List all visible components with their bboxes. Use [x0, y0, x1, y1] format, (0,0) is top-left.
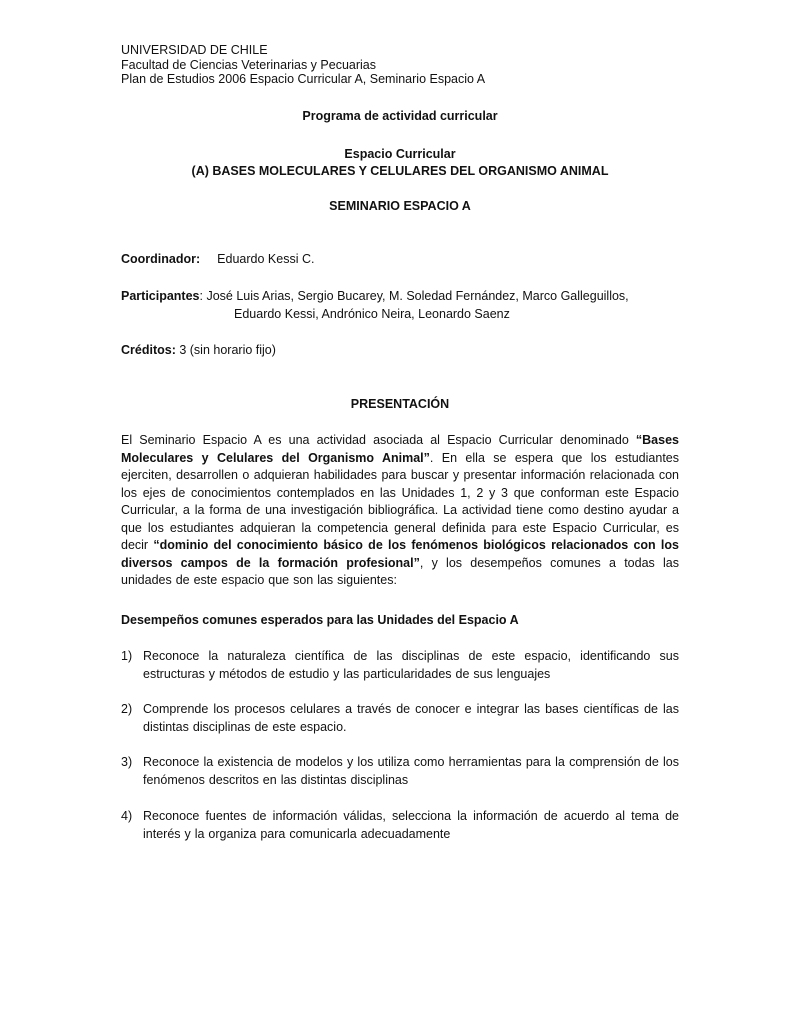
desempenos-title: Desempeños comunes esperados para las Unidades del Espacio A	[121, 613, 519, 627]
participantes-line2: Eduardo Kessi, Andrónico Neira, Leonardo Saenz	[234, 306, 510, 321]
seminario-title: SEMINARIO ESPACIO A	[329, 199, 471, 213]
list-item-text: Reconoce la naturaleza científica de las disciplinas de este espacio, identificando sus estructuras y métodos de estudio y las particularidades de sus lenguajes	[143, 649, 679, 681]
list-item	[121, 701, 679, 736]
coordinador-label: Coordinador:	[121, 252, 201, 266]
list-item	[121, 648, 679, 683]
list-item-text: Reconoce la existencia de modelos y los utiliza como herramientas para la comprensión de los fenómenos descritos en las distintas disciplinas	[143, 755, 679, 787]
presentacion-text-2: . En ella se espera que los estudiantes ejerciten, desarrollen o adquieran habilidades para buscar y presentar información relacionada con los ejes de conocimientos contemplados en las Unidades 1, 2 y 3 que conforman este Espacio Curricular, a la forma de una investigación bibliográfica. La actividad tiene como destino ayudar a que los estudiantes adquieran la competencia general definida para este Espacio Curricular, es decir	[121, 450, 679, 552]
list-item	[121, 808, 679, 843]
espacio-name-bold: “Bases Moleculares y Celulares del Organismo Animal”	[121, 433, 679, 465]
list-item-number: 2)	[121, 702, 133, 716]
participantes-line1: : José Luis Arias, Sergio Bucarey, M. Soledad Fernández, Marco Galleguillos,	[199, 289, 629, 303]
coordinador-value: Eduardo Kessi C.	[217, 252, 315, 266]
presentacion-text-1: El Seminario Espacio A es una actividad asociada al Espacio Curricular denominado	[121, 433, 636, 447]
list-item-number: 3)	[121, 755, 133, 769]
bases-title: (A) BASES MOLECULARES Y CELULARES DEL ORGANISMO ANIMAL	[191, 164, 609, 178]
creditos-row	[121, 342, 679, 360]
participantes-label: Participantes	[121, 289, 200, 303]
coordinador-row	[121, 251, 679, 269]
participantes-row	[121, 288, 679, 323]
list-item-text: Reconoce fuentes de información válidas, selecciona la información de acuerdo al tema de interés y la organiza para comunicarla adecuadamente	[143, 809, 679, 841]
competencia-bold: “dominio del conocimiento básico de los fenómenos biológicos relacionados con los diversos campos de la formación profesional”	[121, 538, 679, 570]
creditos-label: Créditos:	[121, 343, 176, 357]
university-name: UNIVERSIDAD DE CHILE	[121, 43, 268, 57]
program-title: Programa de actividad curricular	[302, 109, 498, 123]
presentacion-title: PRESENTACIÓN	[350, 397, 450, 411]
presentacion-paragraph	[121, 432, 679, 590]
presentacion-text-3: , y los desempeños comunes a todas las unidades de este espacio que son las siguientes:	[121, 555, 679, 587]
espacio-title: Espacio Curricular	[344, 147, 456, 161]
list-item-number: 4)	[121, 809, 133, 823]
list-item-text: Comprende los procesos celulares a través de conocer e integrar las bases científicas de las distintas disciplinas de este espacio.	[143, 702, 679, 734]
plan-name: Plan de Estudios 2006 Espacio Curricular A, Seminario Espacio A	[121, 72, 486, 86]
list-item-number: 1)	[121, 649, 133, 663]
document-header	[121, 43, 485, 87]
faculty-name: Facultad de Ciencias Veterinarias y Pecuarias	[121, 57, 376, 72]
list-item	[121, 754, 679, 789]
creditos-value: 3 (sin horario fijo)	[175, 343, 276, 357]
